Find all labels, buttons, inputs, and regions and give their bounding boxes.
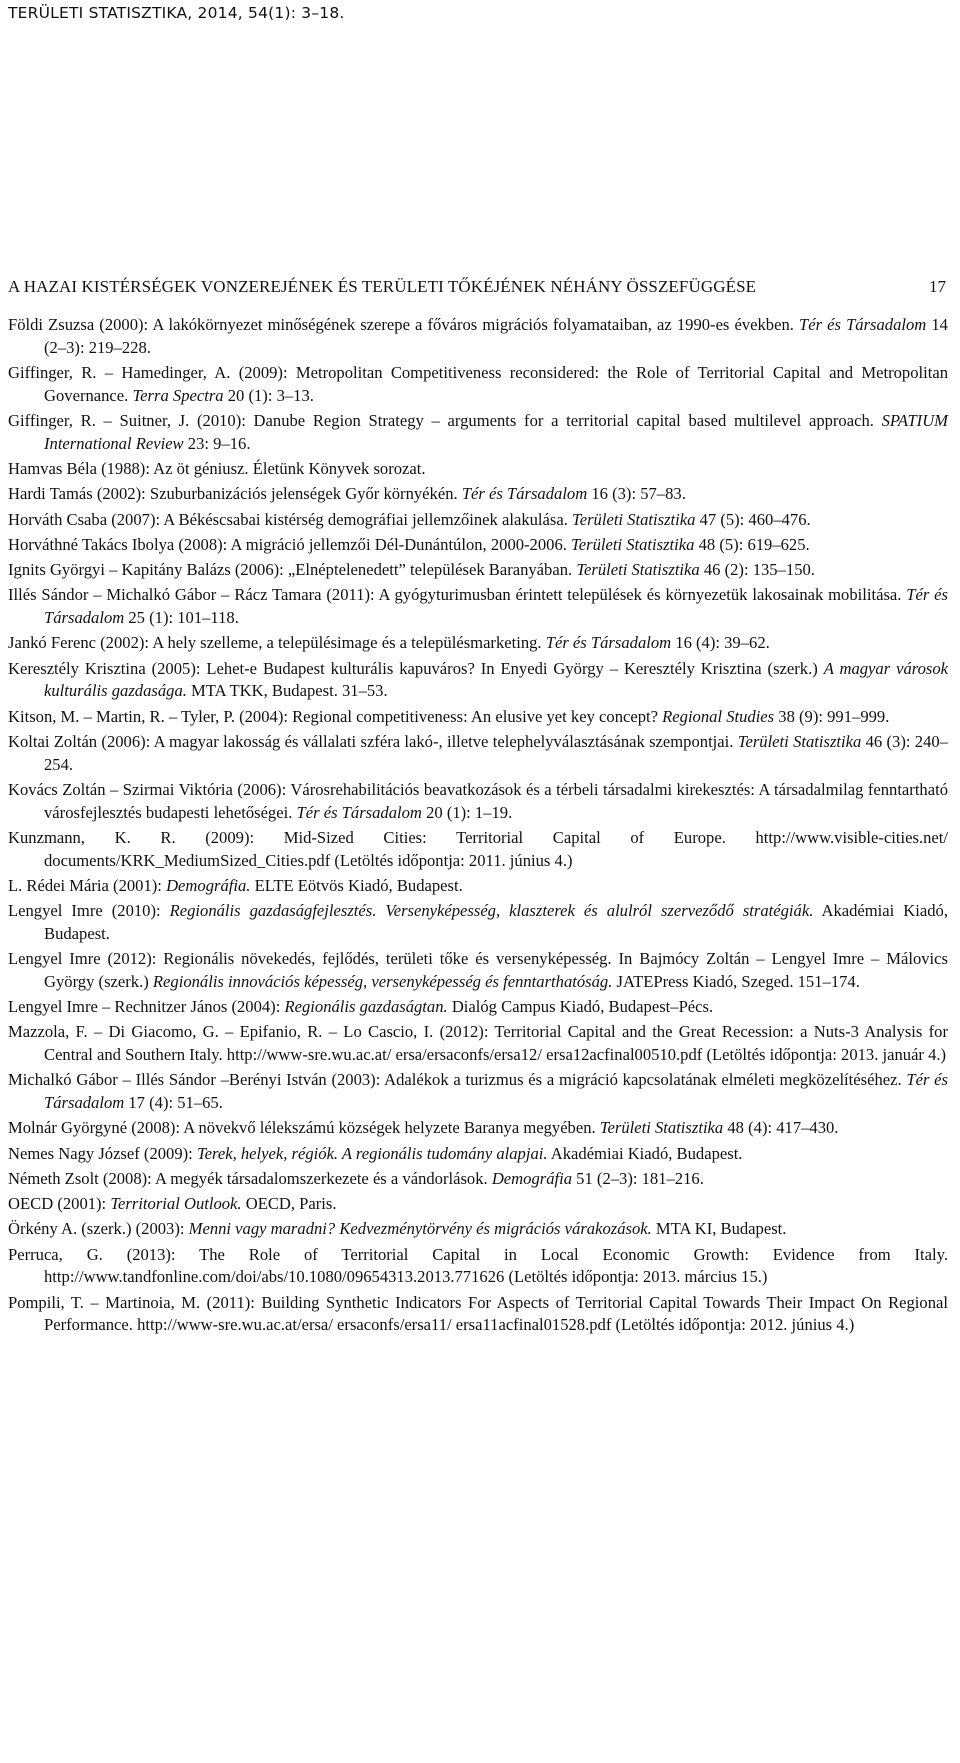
reference-text: Giffinger, R. – Suitner, J. (2010): Danube Region Strategy – arguments for a territorial capital based multilevel approach. [8, 411, 882, 430]
reference-text: Ignits Györgyi – Kapitány Balázs (2006): „Elnéptelenedett” települések Baranyában. [8, 560, 577, 579]
reference-text: Illés Sándor – Michalkó Gábor – Rácz Tamara (2011): A gyógyturimusban érintett települések és környezetük lakosainak mobilitása. [8, 585, 907, 605]
reference-text: MTA KI, Budapest. [651, 1219, 787, 1239]
reference-text: Kitson, M. – Martin, R. – Tyler, P. (2004): Regional competitiveness: An elusive yet key concept? [8, 706, 663, 726]
reference-text: 47 (5): 460–476. [695, 509, 811, 529]
reference-source-title: Területi Statisztika [571, 534, 695, 554]
reference-source-title: Tér és Társadalom [799, 315, 927, 334]
reference-source-title: Tér és Társadalom [296, 802, 422, 822]
running-header [8, 277, 948, 297]
reference-text: Horváth Csaba (2007): A Békéscsabai kistérség demográfiai jellemzőinek alakulása. [8, 509, 573, 529]
reference-source-title: Territorial Outlook. [110, 1194, 242, 1213]
reference-text: Lengyel Imre (2012): Regionális növekedés, fejlődés, területi tőke és versenyképesség. In Bajmócy Zoltán – Lengyel Imre – Málovics György (szerk.) [8, 949, 948, 991]
reference-text: 51 (2–3): 181–216. [572, 1168, 704, 1188]
reference-text: 14 (2–3): 219–228. [44, 315, 948, 357]
reference-text: Pompili, T. – Martinoia, M. (2011): Building Synthetic Indicators For Aspects of Territorial Capital Towards Their Impact On Regional Performance. http://www-sre.wu.ac.at/ersa/ ersaconfs/ersa11/ ersa11acfinal01528.pdf (Letöltés időpontja: 2012. június 4.) [8, 1292, 948, 1335]
reference-text: Kovács Zoltán – Szirmai Viktória (2006): Városrehabilitációs beavatkozások és a térbeli társadalmi kirekesztés: A társadalmilag fenntartható városfejlesztés budapesti lehetőségei. [8, 779, 948, 822]
reference-text: MTA TKK, Budapest. 31–53. [186, 681, 388, 701]
reference-text: L. Rédei Mária (2001): [8, 875, 167, 895]
reference-entry [8, 483, 948, 506]
reference-text: 17 (4): 51–65. [124, 1093, 223, 1112]
reference-text: JATEPress Kiadó, Szeged. 151–174. [612, 971, 860, 991]
reference-source-title: Demográfia [491, 1168, 573, 1188]
journal-citation: TERÜLETI STATISZTIKA, 2014, 54(1): 3–18. [8, 4, 345, 22]
reference-text: 16 (4): 39–62. [671, 633, 770, 653]
reference-entry [8, 948, 948, 994]
running-title: A HAZAI KISTÉRSÉGEK VONZEREJÉNEK ÉS TERÜLETI TŐKÉJÉNEK NÉHÁNY ÖSSZEFÜGGÉSE [8, 277, 757, 296]
reference-entry [8, 1218, 948, 1241]
reference-source-title: Terek, helyek, régiók. A regionális tudomány alapjai. [196, 1143, 548, 1163]
reference-text: Kunzmann, K. R. (2009): Mid-Sized Cities: Territorial Capital of Europe. http://www.visible-cities.net/ documents/KRK_MediumSized_Cities.pdf (Letöltés időpontja: 2011. június 4.) [8, 827, 948, 870]
reference-source-title: Tér és Társadalom [44, 585, 948, 627]
reference-text: 20 (1): 3–13. [223, 385, 314, 405]
reference-entry [8, 509, 948, 532]
reference-entry [8, 1021, 948, 1067]
reference-text: Giffinger, R. – Hamedinger, A. (2009): Metropolitan Competitiveness reconsidered: the Role of Territorial Capital and Metropolitan Governance. [8, 363, 948, 405]
reference-entry [8, 584, 948, 630]
reference-entry [8, 559, 948, 582]
reference-source-title: Tér és Társadalom [545, 633, 672, 653]
reference-entry [8, 827, 948, 873]
reference-entry [8, 632, 948, 655]
reference-entry [8, 534, 948, 557]
reference-text: OECD (2001): [8, 1194, 111, 1213]
reference-source-title: Tér és Társadalom [461, 484, 588, 504]
reference-text: Lengyel Imre (2010): [8, 901, 170, 920]
reference-text: Akadémiai Kiadó, Budapest. [44, 901, 948, 943]
reference-text: 16 (3): 57–83. [587, 484, 686, 504]
reference-entry [8, 779, 948, 825]
reference-text: Keresztély Krisztina (2005): Lehet-e Budapest kulturális kapuváros? In Enyedi György – Keresztély Krisztina (szerk.) [8, 658, 824, 678]
reference-text: Molnár Györgyné (2008): A növekvő lélekszámú községek helyzete Baranya megyében. [8, 1118, 600, 1138]
reference-source-title: Regionális gazdaságtan. [284, 997, 448, 1016]
reference-entry [8, 1168, 948, 1191]
reference-source-title: Területi Statisztika [599, 1118, 724, 1138]
reference-text: 48 (4): 417–430. [723, 1118, 839, 1138]
page-number: 17 [929, 277, 946, 296]
reference-text: Koltai Zoltán (2006): A magyar lakosság és vállalati szféra lakó-, illetve telephelyválasztásának szempontjai. [8, 731, 738, 751]
reference-text: 48 (5): 619–625. [694, 534, 810, 554]
reference-entry [8, 1117, 948, 1140]
reference-text: Nemes Nagy József (2009): [8, 1143, 197, 1163]
reference-entry [8, 1244, 948, 1290]
reference-text: Lengyel Imre – Rechnitzer János (2004): [8, 997, 285, 1016]
reference-entry [8, 875, 948, 898]
reference-text: 38 (9): 991–999. [774, 706, 890, 726]
reference-entry [8, 996, 948, 1019]
reference-text: Jankó Ferenc (2002): A hely szelleme, a településimage és a településmarketing. [8, 633, 546, 653]
reference-text: 46 (2): 135–150. [699, 560, 815, 579]
reference-entry [8, 362, 948, 408]
reference-text: 20 (1): 1–19. [421, 802, 513, 822]
reference-text: ELTE Eötvös Kiadó, Budapest. [250, 875, 463, 895]
reference-text: 46 (3): 240–254. [44, 731, 948, 774]
reference-source-title: Tér és Társadalom [44, 1070, 949, 1112]
reference-source-title: Terra Spectra [132, 385, 224, 405]
reference-text: OECD, Paris. [241, 1194, 337, 1213]
reference-entry [8, 706, 948, 729]
reference-text: Perruca, G. (2013): The Role of Territorial Capital in Local Economic Growth: Evidence from Italy. http://www.tandfonline.com/doi/abs/10.1080/09654313.2013.771626 (Letöltés időpontja: 2013. március 15.) [8, 1244, 948, 1287]
reference-text: Németh Zsolt (2008): A megyék társadalomszerkezete és a vándorlások. [8, 1168, 492, 1188]
reference-text: 25 (1): 101–118. [124, 608, 239, 627]
reference-entry [8, 731, 948, 777]
reference-source-title: Regionális innovációs képesség, versenyképesség és fenntarthatóság. [152, 971, 613, 991]
reference-text: Földi Zsuzsa (2000): A lakókörnyezet minőségének szerepe a főváros migrációs folyamataiban, az 1990-es években. [8, 315, 800, 334]
reference-entry [8, 1069, 948, 1115]
reference-source-title: Demográfia. [166, 875, 251, 895]
reference-entry [8, 1292, 948, 1338]
reference-text: 23: 9–16. [183, 433, 251, 453]
reference-entry [8, 1143, 948, 1166]
reference-source-title: Területi Statisztika [572, 509, 696, 529]
reference-entry [8, 658, 948, 704]
reference-entry [8, 314, 948, 360]
reference-text: Michalkó Gábor – Illés Sándor –Berényi István (2003): Adalékok a turizmus és a migráció kapcsolatának elméleti megközelítéséhez. [8, 1070, 907, 1090]
reference-source-title: Területi Statisztika [576, 560, 700, 579]
reference-entry [8, 1193, 948, 1216]
reference-list [8, 314, 948, 1340]
reference-entry [8, 458, 948, 481]
reference-text: Akadémiai Kiadó, Budapest. [547, 1143, 743, 1163]
reference-source-title: Regionális gazdaságfejlesztés. Versenyképesség, klaszterek és alulról szerveződő stratégiák. [169, 901, 814, 920]
reference-source-title: Regional Studies [662, 706, 775, 726]
reference-source-title: SPATIUM International Review [44, 411, 948, 453]
reference-source-title: A magyar városok kulturális gazdasága. [44, 658, 948, 701]
reference-text: Hardi Tamás (2002): Szuburbanizációs jelenségek Győr környékén. [8, 484, 462, 504]
reference-source-title: Területi Statisztika [737, 731, 862, 751]
reference-source-title: Menni vagy maradni? Kedvezménytörvény és migrációs várakozások. [188, 1219, 652, 1239]
reference-text: Örkény A. (szerk.) (2003): [8, 1219, 189, 1239]
reference-text: Mazzola, F. – Di Giacomo, G. – Epifanio, R. – Lo Cascio, I. (2012): Territorial Capital and the Great Recession: a Nuts-3 Analysis for Central and Southern Italy. http://www-sre.wu.ac.at/ ersa/ersaconfs/ersa12/ ersa12acfinal00510.pdf (Letöltés időpontja: 2013. január 4.) [8, 1022, 948, 1064]
reference-entry [8, 410, 948, 456]
reference-text: Horváthné Takács Ibolya (2008): A migráció jellemzői Dél-Dunántúlon, 2000-2006. [8, 534, 572, 554]
reference-text: Hamvas Béla (1988): Az öt géniusz. Életünk Könyvek sorozat. [8, 459, 426, 478]
reference-text: Dialóg Campus Kiadó, Budapest–Pécs. [447, 997, 714, 1016]
reference-entry [8, 900, 948, 946]
